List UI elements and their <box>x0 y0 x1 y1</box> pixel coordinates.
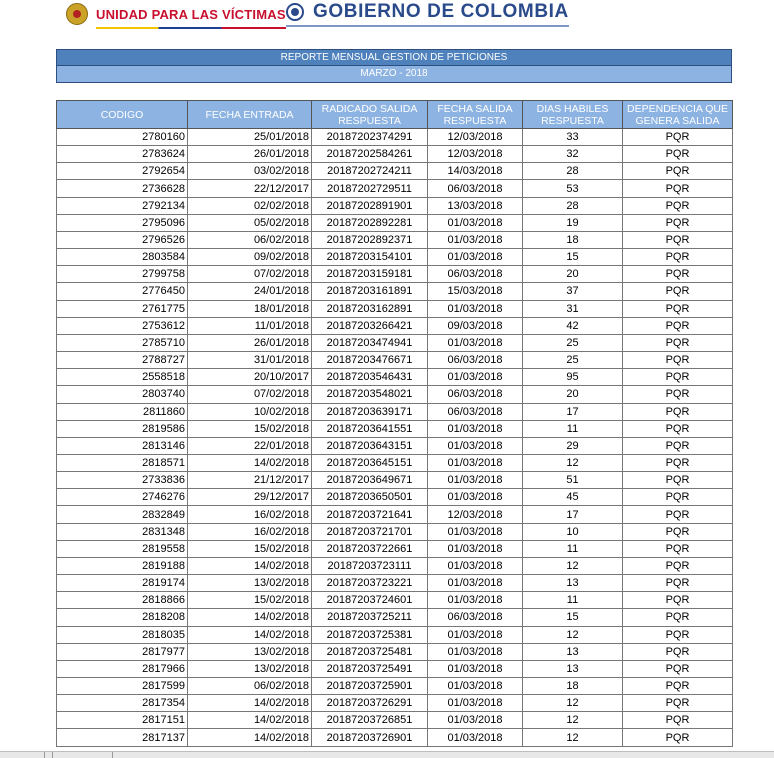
codigo-cell: 2817966 <box>57 660 188 677</box>
table-row <box>57 626 733 643</box>
table-row <box>57 643 733 660</box>
dias-habiles-cell: 25 <box>523 352 623 369</box>
dependencia-cell: PQR <box>623 283 733 300</box>
fecha-entrada-cell: 31/01/2018 <box>188 352 312 369</box>
radicado-cell: 20187203161891 <box>312 283 428 300</box>
dependencia-cell: PQR <box>623 609 733 626</box>
dias-habiles-cell: 11 <box>523 592 623 609</box>
codigo-cell: 2733836 <box>57 472 188 489</box>
table-row <box>57 420 733 437</box>
dependencia-cell: PQR <box>623 129 733 146</box>
dependencia-cell: PQR <box>623 472 733 489</box>
codigo-cell: 2817599 <box>57 678 188 695</box>
column-header-line2: RESPUESTA <box>443 114 507 127</box>
fecha-entrada-cell: 03/02/2018 <box>188 163 312 180</box>
radicado-cell: 20187203548021 <box>312 386 428 403</box>
dias-habiles-cell: 12 <box>523 729 623 746</box>
radicado-cell: 20187202891901 <box>312 197 428 214</box>
codigo-cell: 2753612 <box>57 317 188 334</box>
dependencia-cell: PQR <box>623 197 733 214</box>
fecha-entrada-cell: 11/01/2018 <box>188 317 312 334</box>
table-row <box>57 609 733 626</box>
fecha-entrada-cell: 18/01/2018 <box>188 300 312 317</box>
radicado-cell: 20187203723111 <box>312 557 428 574</box>
codigo-cell: 2811860 <box>57 403 188 420</box>
table-row <box>57 231 733 248</box>
codigo-cell: 2558518 <box>57 369 188 386</box>
unidad-victimas-text: UNIDAD PARA LAS VÍCTIMAS <box>96 6 286 22</box>
dias-habiles-cell: 95 <box>523 369 623 386</box>
radicado-cell: 20187203724601 <box>312 592 428 609</box>
codigo-cell: 2795096 <box>57 214 188 231</box>
fecha-entrada-cell: 15/02/2018 <box>188 540 312 557</box>
dias-habiles-cell: 13 <box>523 575 623 592</box>
dias-habiles-cell: 12 <box>523 557 623 574</box>
table-row <box>57 695 733 712</box>
fecha-entrada-cell: 22/12/2017 <box>188 180 312 197</box>
fecha-salida-cell: 01/03/2018 <box>428 249 523 266</box>
radicado-cell: 20187202584261 <box>312 146 428 163</box>
dias-habiles-cell: 37 <box>523 283 623 300</box>
codigo-cell: 2783624 <box>57 146 188 163</box>
dependencia-cell: PQR <box>623 660 733 677</box>
radicado-cell: 20187203726901 <box>312 729 428 746</box>
radicado-cell: 20187202374291 <box>312 129 428 146</box>
column-header <box>188 101 312 129</box>
radicado-cell: 20187203266421 <box>312 317 428 334</box>
codigo-cell: 2817151 <box>57 712 188 729</box>
fecha-salida-cell: 14/03/2018 <box>428 163 523 180</box>
fecha-entrada-cell: 14/02/2018 <box>188 454 312 471</box>
gobierno-colombia-text: GOBIERNO DE COLOMBIA <box>313 1 569 22</box>
fecha-entrada-cell: 14/02/2018 <box>188 695 312 712</box>
fecha-entrada-cell: 02/02/2018 <box>188 197 312 214</box>
fecha-salida-cell: 01/03/2018 <box>428 678 523 695</box>
dias-habiles-cell: 11 <box>523 540 623 557</box>
fecha-salida-cell: 06/03/2018 <box>428 403 523 420</box>
fecha-entrada-cell: 06/02/2018 <box>188 678 312 695</box>
fecha-salida-cell: 13/03/2018 <box>428 197 523 214</box>
table-row <box>57 300 733 317</box>
column-header <box>523 101 623 129</box>
codigo-cell: 2831348 <box>57 523 188 540</box>
dependencia-cell: PQR <box>623 266 733 283</box>
fecha-entrada-cell: 21/12/2017 <box>188 472 312 489</box>
table-row <box>57 180 733 197</box>
fecha-entrada-cell: 10/02/2018 <box>188 403 312 420</box>
table-row <box>57 403 733 420</box>
radicado-cell: 20187203725901 <box>312 678 428 695</box>
dias-habiles-cell: 15 <box>523 249 623 266</box>
fecha-salida-cell: 01/03/2018 <box>428 660 523 677</box>
radicado-cell: 20187203649671 <box>312 472 428 489</box>
report-title: REPORTE MENSUAL GESTION DE PETICIONES <box>56 49 732 66</box>
dias-habiles-cell: 13 <box>523 660 623 677</box>
fecha-entrada-cell: 07/02/2018 <box>188 386 312 403</box>
dependencia-cell: PQR <box>623 506 733 523</box>
dias-habiles-cell: 28 <box>523 197 623 214</box>
codigo-cell: 2818208 <box>57 609 188 626</box>
table-body <box>57 129 733 747</box>
codigo-cell: 2817137 <box>57 729 188 746</box>
dependencia-cell: PQR <box>623 575 733 592</box>
report-period: MARZO - 2018 <box>56 66 732 83</box>
dependencia-cell: PQR <box>623 163 733 180</box>
unidad-victimas-logo <box>66 2 286 26</box>
dependencia-cell: PQR <box>623 626 733 643</box>
fecha-salida-cell: 12/03/2018 <box>428 506 523 523</box>
fecha-entrada-cell: 14/02/2018 <box>188 626 312 643</box>
fecha-salida-cell: 01/03/2018 <box>428 454 523 471</box>
radicado-cell: 20187203725481 <box>312 643 428 660</box>
fecha-salida-cell: 01/03/2018 <box>428 472 523 489</box>
radicado-cell: 20187202724211 <box>312 163 428 180</box>
table-row <box>57 729 733 746</box>
table-row <box>57 352 733 369</box>
dependencia-cell: PQR <box>623 712 733 729</box>
column-header-line1: FECHA SALIDA <box>437 102 513 115</box>
dependencia-cell: PQR <box>623 643 733 660</box>
dependencia-cell: PQR <box>623 369 733 386</box>
colombia-seal-icon <box>66 3 88 25</box>
fecha-entrada-cell: 15/02/2018 <box>188 592 312 609</box>
fecha-entrada-cell: 16/02/2018 <box>188 506 312 523</box>
radicado-cell: 20187202892371 <box>312 231 428 248</box>
dependencia-cell: PQR <box>623 489 733 506</box>
fecha-salida-cell: 01/03/2018 <box>428 334 523 351</box>
fecha-salida-cell: 12/03/2018 <box>428 146 523 163</box>
dependencia-cell: PQR <box>623 300 733 317</box>
codigo-cell: 2799758 <box>57 266 188 283</box>
table-row <box>57 678 733 695</box>
fecha-salida-cell: 15/03/2018 <box>428 283 523 300</box>
column-header-line1: CODIGO <box>100 108 144 121</box>
table-row <box>57 592 733 609</box>
codigo-cell: 2780160 <box>57 129 188 146</box>
dependencia-cell: PQR <box>623 231 733 248</box>
codigo-cell: 2819174 <box>57 575 188 592</box>
fecha-salida-cell: 01/03/2018 <box>428 643 523 660</box>
fecha-salida-cell: 01/03/2018 <box>428 695 523 712</box>
table-row <box>57 369 733 386</box>
fecha-entrada-cell: 13/02/2018 <box>188 575 312 592</box>
dias-habiles-cell: 29 <box>523 437 623 454</box>
codigo-cell: 2788727 <box>57 352 188 369</box>
table-row <box>57 214 733 231</box>
fecha-salida-cell: 01/03/2018 <box>428 592 523 609</box>
codigo-cell: 2817977 <box>57 643 188 660</box>
fecha-salida-cell: 01/03/2018 <box>428 420 523 437</box>
fecha-entrada-cell: 16/02/2018 <box>188 523 312 540</box>
radicado-cell: 20187203476671 <box>312 352 428 369</box>
radicado-cell: 20187203725491 <box>312 660 428 677</box>
column-header-line1: RADICADO SALIDA <box>321 102 418 115</box>
dependencia-cell: PQR <box>623 317 733 334</box>
codigo-cell: 2803584 <box>57 249 188 266</box>
codigo-cell: 2736628 <box>57 180 188 197</box>
codigo-cell: 2818571 <box>57 454 188 471</box>
dependencia-cell: PQR <box>623 592 733 609</box>
dias-habiles-cell: 42 <box>523 317 623 334</box>
dependencia-cell: PQR <box>623 180 733 197</box>
fecha-entrada-cell: 26/01/2018 <box>188 334 312 351</box>
fecha-entrada-cell: 05/02/2018 <box>188 214 312 231</box>
dias-habiles-cell: 12 <box>523 454 623 471</box>
dias-habiles-cell: 51 <box>523 472 623 489</box>
dias-habiles-cell: 32 <box>523 146 623 163</box>
fecha-salida-cell: 01/03/2018 <box>428 626 523 643</box>
fecha-salida-cell: 01/03/2018 <box>428 437 523 454</box>
fecha-salida-cell: 01/03/2018 <box>428 557 523 574</box>
sheet-tab[interactable] <box>52 752 53 758</box>
table-row <box>57 523 733 540</box>
gobierno-shield-icon <box>286 3 304 21</box>
dias-habiles-cell: 31 <box>523 300 623 317</box>
radicado-cell: 20187203643151 <box>312 437 428 454</box>
fecha-salida-cell: 01/03/2018 <box>428 231 523 248</box>
fecha-salida-cell: 06/03/2018 <box>428 266 523 283</box>
table-row <box>57 472 733 489</box>
codigo-cell: 2819558 <box>57 540 188 557</box>
fecha-salida-cell: 01/03/2018 <box>428 369 523 386</box>
radicado-cell: 20187203721641 <box>312 506 428 523</box>
fecha-salida-cell: 01/03/2018 <box>428 575 523 592</box>
fecha-entrada-cell: 29/12/2017 <box>188 489 312 506</box>
dependencia-cell: PQR <box>623 557 733 574</box>
radicado-cell: 20187203639171 <box>312 403 428 420</box>
fecha-entrada-cell: 14/02/2018 <box>188 609 312 626</box>
fecha-entrada-cell: 26/01/2018 <box>188 146 312 163</box>
column-header <box>57 101 188 129</box>
fecha-salida-cell: 09/03/2018 <box>428 317 523 334</box>
dias-habiles-cell: 20 <box>523 266 623 283</box>
fecha-entrada-cell: 07/02/2018 <box>188 266 312 283</box>
fecha-salida-cell: 01/03/2018 <box>428 523 523 540</box>
fecha-entrada-cell: 15/02/2018 <box>188 420 312 437</box>
codigo-cell: 2818866 <box>57 592 188 609</box>
dependencia-cell: PQR <box>623 403 733 420</box>
dependencia-cell: PQR <box>623 523 733 540</box>
dias-habiles-cell: 28 <box>523 163 623 180</box>
dias-habiles-cell: 25 <box>523 334 623 351</box>
radicado-cell: 20187203721701 <box>312 523 428 540</box>
radicado-cell: 20187203645151 <box>312 454 428 471</box>
table-row <box>57 334 733 351</box>
fecha-entrada-cell: 13/02/2018 <box>188 660 312 677</box>
dependencia-cell: PQR <box>623 695 733 712</box>
column-header <box>623 101 733 129</box>
fecha-entrada-cell: 06/02/2018 <box>188 231 312 248</box>
fecha-entrada-cell: 24/01/2018 <box>188 283 312 300</box>
gobierno-colombia-logo <box>286 1 569 23</box>
fecha-salida-cell: 06/03/2018 <box>428 609 523 626</box>
fecha-entrada-cell: 22/01/2018 <box>188 437 312 454</box>
dias-habiles-cell: 17 <box>523 403 623 420</box>
radicado-cell: 20187203650501 <box>312 489 428 506</box>
dias-habiles-cell: 12 <box>523 626 623 643</box>
codigo-cell: 2832849 <box>57 506 188 523</box>
codigo-cell: 2817354 <box>57 695 188 712</box>
dependencia-cell: PQR <box>623 334 733 351</box>
column-header <box>428 101 523 129</box>
table-header-row <box>57 101 733 129</box>
fecha-salida-cell: 01/03/2018 <box>428 712 523 729</box>
dependencia-cell: PQR <box>623 420 733 437</box>
codigo-cell: 2813146 <box>57 437 188 454</box>
column-header <box>312 101 428 129</box>
dias-habiles-cell: 20 <box>523 386 623 403</box>
radicado-cell: 20187202892281 <box>312 214 428 231</box>
dias-habiles-cell: 53 <box>523 180 623 197</box>
table-row <box>57 506 733 523</box>
codigo-cell: 2761775 <box>57 300 188 317</box>
radicado-cell: 20187203725211 <box>312 609 428 626</box>
fecha-entrada-cell: 25/01/2018 <box>188 129 312 146</box>
column-header-line1: DIAS HABILES <box>536 102 609 115</box>
dependencia-cell: PQR <box>623 454 733 471</box>
table-row <box>57 163 733 180</box>
table-row <box>57 575 733 592</box>
dias-habiles-cell: 18 <box>523 678 623 695</box>
codigo-cell: 2785710 <box>57 334 188 351</box>
sheet-tab[interactable] <box>112 752 113 758</box>
table-row <box>57 660 733 677</box>
column-header-line2: RESPUESTA <box>541 114 604 127</box>
codigo-cell: 2746276 <box>57 489 188 506</box>
dias-habiles-cell: 10 <box>523 523 623 540</box>
table-row <box>57 489 733 506</box>
logo-underline <box>286 25 569 27</box>
dias-habiles-cell: 33 <box>523 129 623 146</box>
dias-habiles-cell: 13 <box>523 643 623 660</box>
fecha-salida-cell: 01/03/2018 <box>428 489 523 506</box>
codigo-cell: 2796526 <box>57 231 188 248</box>
table-row <box>57 712 733 729</box>
fecha-salida-cell: 06/03/2018 <box>428 386 523 403</box>
radicado-cell: 20187203474941 <box>312 334 428 351</box>
column-header-line2: RESPUESTA <box>338 114 401 127</box>
fecha-entrada-cell: 13/02/2018 <box>188 643 312 660</box>
codigo-cell: 2803740 <box>57 386 188 403</box>
table-row <box>57 283 733 300</box>
dias-habiles-cell: 12 <box>523 695 623 712</box>
column-header-line1: FECHA ENTRADA <box>205 108 294 121</box>
radicado-cell: 20187202729511 <box>312 180 428 197</box>
codigo-cell: 2792134 <box>57 197 188 214</box>
fecha-entrada-cell: 14/02/2018 <box>188 712 312 729</box>
codigo-cell: 2819188 <box>57 557 188 574</box>
codigo-cell: 2792654 <box>57 163 188 180</box>
fecha-entrada-cell: 14/02/2018 <box>188 557 312 574</box>
radicado-cell: 20187203722661 <box>312 540 428 557</box>
radicado-cell: 20187203723221 <box>312 575 428 592</box>
dias-habiles-cell: 17 <box>523 506 623 523</box>
dependencia-cell: PQR <box>623 249 733 266</box>
table-row <box>57 197 733 214</box>
column-header-line1: DEPENDENCIA QUE <box>627 102 728 115</box>
table-row <box>57 129 733 146</box>
dias-habiles-cell: 12 <box>523 712 623 729</box>
table-row <box>57 249 733 266</box>
fecha-salida-cell: 01/03/2018 <box>428 729 523 746</box>
radicado-cell: 20187203159181 <box>312 266 428 283</box>
radicado-cell: 20187203726851 <box>312 712 428 729</box>
dias-habiles-cell: 15 <box>523 609 623 626</box>
table-row <box>57 540 733 557</box>
fecha-salida-cell: 01/03/2018 <box>428 300 523 317</box>
fecha-salida-cell: 01/03/2018 <box>428 540 523 557</box>
flag-stripe <box>96 27 286 29</box>
peticiones-table <box>56 100 733 747</box>
dias-habiles-cell: 18 <box>523 231 623 248</box>
fecha-salida-cell: 01/03/2018 <box>428 214 523 231</box>
fecha-salida-cell: 12/03/2018 <box>428 129 523 146</box>
fecha-entrada-cell: 20/10/2017 <box>188 369 312 386</box>
dias-habiles-cell: 11 <box>523 420 623 437</box>
radicado-cell: 20187203641551 <box>312 420 428 437</box>
radicado-cell: 20187203162891 <box>312 300 428 317</box>
dependencia-cell: PQR <box>623 729 733 746</box>
table-row <box>57 266 733 283</box>
radicado-cell: 20187203546431 <box>312 369 428 386</box>
dependencia-cell: PQR <box>623 214 733 231</box>
dias-habiles-cell: 19 <box>523 214 623 231</box>
dependencia-cell: PQR <box>623 437 733 454</box>
table-row <box>57 317 733 334</box>
radicado-cell: 20187203725381 <box>312 626 428 643</box>
table-row <box>57 146 733 163</box>
fecha-entrada-cell: 14/02/2018 <box>188 729 312 746</box>
fecha-entrada-cell: 09/02/2018 <box>188 249 312 266</box>
table-row <box>57 386 733 403</box>
fecha-salida-cell: 06/03/2018 <box>428 180 523 197</box>
dependencia-cell: PQR <box>623 540 733 557</box>
column-header-line2: GENERA SALIDA <box>635 114 720 127</box>
codigo-cell: 2776450 <box>57 283 188 300</box>
table-row <box>57 557 733 574</box>
radicado-cell: 20187203726291 <box>312 695 428 712</box>
codigo-cell: 2819586 <box>57 420 188 437</box>
dependencia-cell: PQR <box>623 352 733 369</box>
sheet-tab[interactable] <box>44 752 45 758</box>
dependencia-cell: PQR <box>623 678 733 695</box>
dependencia-cell: PQR <box>623 386 733 403</box>
codigo-cell: 2818035 <box>57 626 188 643</box>
table-row <box>57 454 733 471</box>
fecha-salida-cell: 06/03/2018 <box>428 352 523 369</box>
dias-habiles-cell: 45 <box>523 489 623 506</box>
radicado-cell: 20187203154101 <box>312 249 428 266</box>
table-row <box>57 437 733 454</box>
dependencia-cell: PQR <box>623 146 733 163</box>
